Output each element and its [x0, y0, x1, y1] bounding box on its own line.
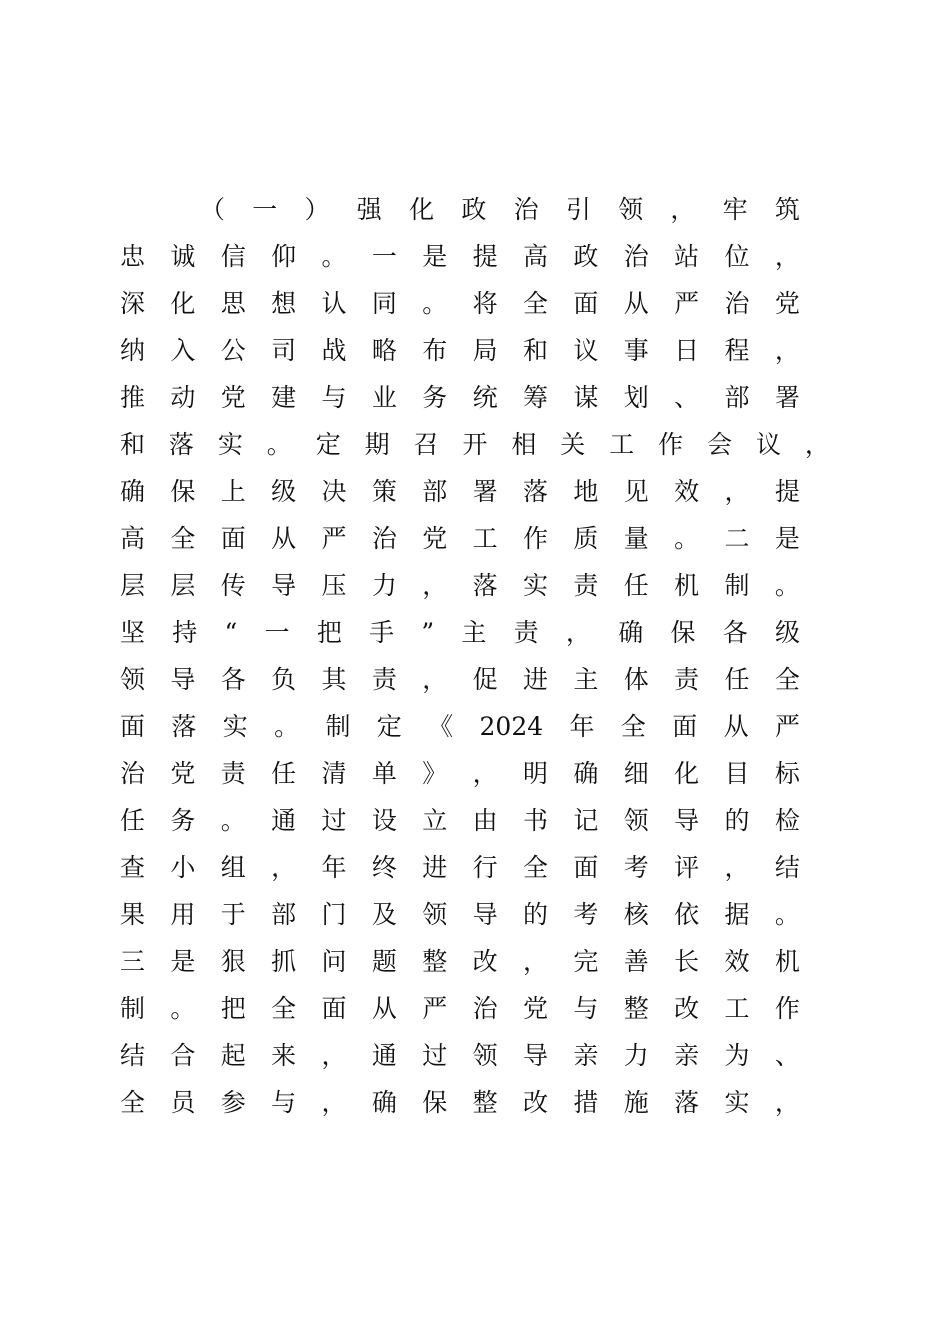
text-line: 纳 入 公 司 战 略 布 局 和 议 事 日 程 ，	[120, 336, 800, 365]
text-line: 坚 持 “ 一 把 手 ” 主 责 ， 确 保 各 级	[120, 618, 800, 647]
text-line: 高 全 面 从 严 治 党 工 作 质 量 。 二 是	[120, 524, 800, 553]
text-line: 结 合 起 来 ， 通 过 领 导 亲 力 亲 为 、	[120, 1041, 800, 1070]
text-line: 制 。 把 全 面 从 严 治 党 与 整 改 工 作	[120, 994, 800, 1023]
text-line: 深 化 思 想 认 同 。 将 全 面 从 严 治 党	[120, 289, 800, 318]
text-line: 层 层 传 导 压 力 ， 落 实 责 任 机 制 。	[120, 571, 800, 600]
text-line: 和 落 实 。 定 期 召 开 相 关 工 作 会 议 ，	[120, 430, 830, 459]
text-line: 领 导 各 负 其 责 ， 促 进 主 体 责 任 全	[120, 665, 800, 694]
text-line: 任 务 。 通 过 设 立 由 书 记 领 导 的 检	[120, 806, 800, 835]
text-line: 忠 诚 信 仰 。 一 是 提 高 政 治 站 位 ，	[120, 242, 800, 271]
text-line: 面 落 实 。 制 定 《 2024 年 全 面 从 严	[120, 712, 800, 741]
text-line: 推 动 党 建 与 业 务 统 筹 谋 划 、 部 署	[120, 383, 800, 412]
text-line: 果 用 于 部 门 及 领 导 的 考 核 依 据 。	[120, 900, 800, 929]
body-paragraph	[120, 186, 830, 1126]
text-line: 确 保 上 级 决 策 部 署 落 地 见 效 ， 提	[120, 477, 800, 506]
text-line: 查 小 组 ， 年 终 进 行 全 面 考 评 ， 结	[120, 853, 800, 882]
text-line: 治 党 责 任 清 单 》 ， 明 确 细 化 目 标	[120, 759, 800, 788]
text-line: 三 是 狠 抓 问 题 整 改 ， 完 善 长 效 机	[120, 947, 800, 976]
text-line: 全 员 参 与 ， 确 保 整 改 措 施 落 实 ，	[120, 1088, 800, 1117]
text-line: （ 一 ） 强 化 政 治 引 领 ， 牢 筑	[200, 195, 800, 224]
